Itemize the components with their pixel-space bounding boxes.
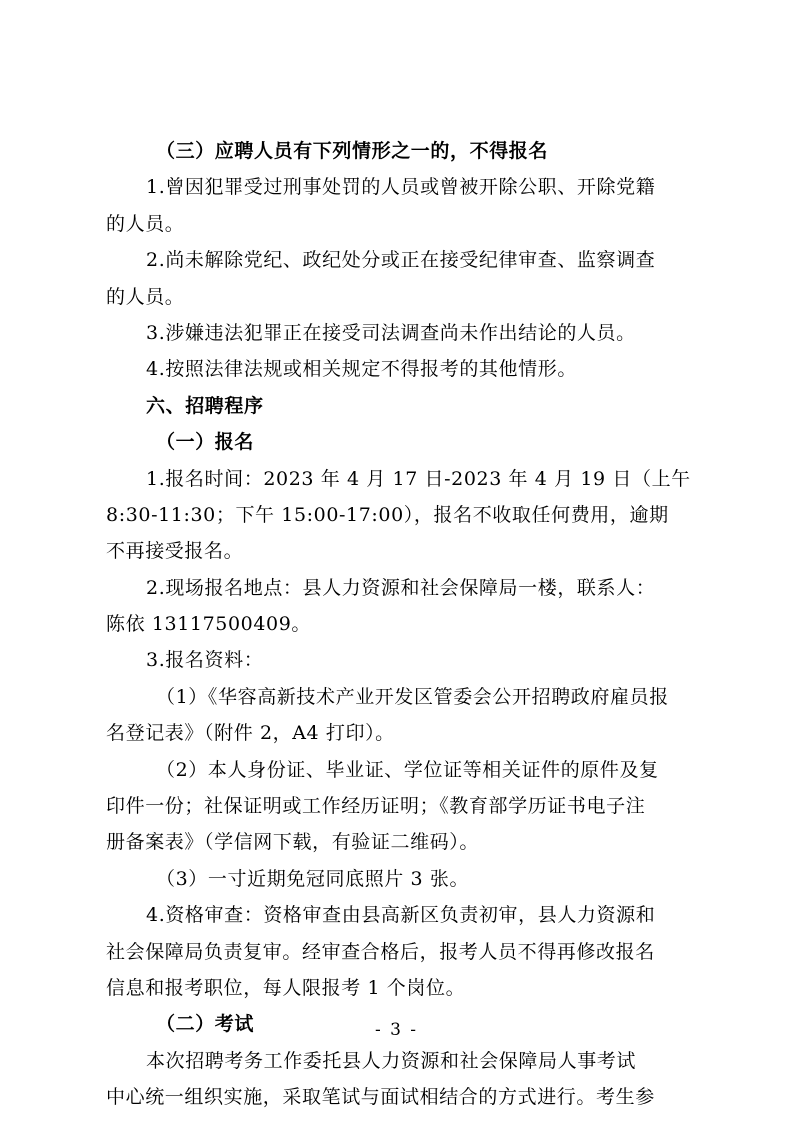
paragraph-line: （2）本人身份证、毕业证、学位证等相关证件的原件及复 [156,758,659,781]
paragraph-line: 1.曾因犯罪受过刑事处罚的人员或曾被开除公职、开除党籍 [146,176,656,199]
paragraph-line: 2.尚未解除党纪、政纪处分或正在接受纪律审查、监察调查 [146,249,656,272]
paragraph-line: 本次招聘考务工作委托县人力资源和社会保障局人事考试 [146,1049,637,1072]
paragraph-line: 不再接受报名。 [106,540,244,563]
section-heading-disqualifications: （三）应聘人员有下列情形之一的，不得报名 [156,140,549,162]
paragraph-line: 的人员。 [106,285,185,308]
document-body [106,133,696,1116]
paragraph-line: 册备案表》（学信网下载，有验证二维码）。 [106,831,480,854]
paragraph-line: （3）一寸近期免冠同底照片 3 张。 [156,867,470,890]
paragraph-line: 3.涉嫌违法犯罪正在接受司法调查尚未作出结论的人员。 [146,321,636,344]
subsection-heading-registration: （一）报名 [156,431,255,454]
paragraph-line: 1.报名时间：2023 年 4 月 17 日-2023 年 4 月 19 日（上午 [146,467,691,490]
paragraph-line: （1）《华容高新技术产业开发区管委会公开招聘政府雇员报 [156,685,669,708]
paragraph-line: 4.按照法律法规或相关规定不得报考的其他情形。 [146,358,577,381]
paragraph-line: 信息和报考职位，每人限报考 1 个岗位。 [106,976,466,999]
subsection-heading-exam: （二）考试 [156,1013,255,1036]
paragraph-line: 3.报名资料： [146,649,264,672]
paragraph-line: 陈依 13117500409。 [106,613,312,636]
paragraph-line: 印件一份；社保证明或工作经历证明；《教育部学历证书电子注 [106,795,646,818]
paragraph-line: 名登记表》（附件 2，A4 打印）。 [106,722,395,745]
paragraph-line: 社会保障局负责复审。经审查合格后，报考人员不得再修改报名 [106,940,655,963]
paragraph-line: 2.现场报名地点：县人力资源和社会保障局一楼，联系人： [146,576,656,599]
page-number: - 3 - [374,1020,419,1040]
paragraph-line: 的人员。 [106,212,185,235]
section-heading-procedure: 六、招聘程序 [146,394,264,417]
paragraph-line: 8:30-11:30；下午 15:00-17:00），报名不收取任何费用，逾期 [106,503,669,526]
paragraph-line: 中心统一组织实施，采取笔试与面试相结合的方式进行。考生参 [106,1086,655,1109]
paragraph-line: 4.资格审查：资格审查由县高新区负责初审，县人力资源和 [146,904,656,927]
